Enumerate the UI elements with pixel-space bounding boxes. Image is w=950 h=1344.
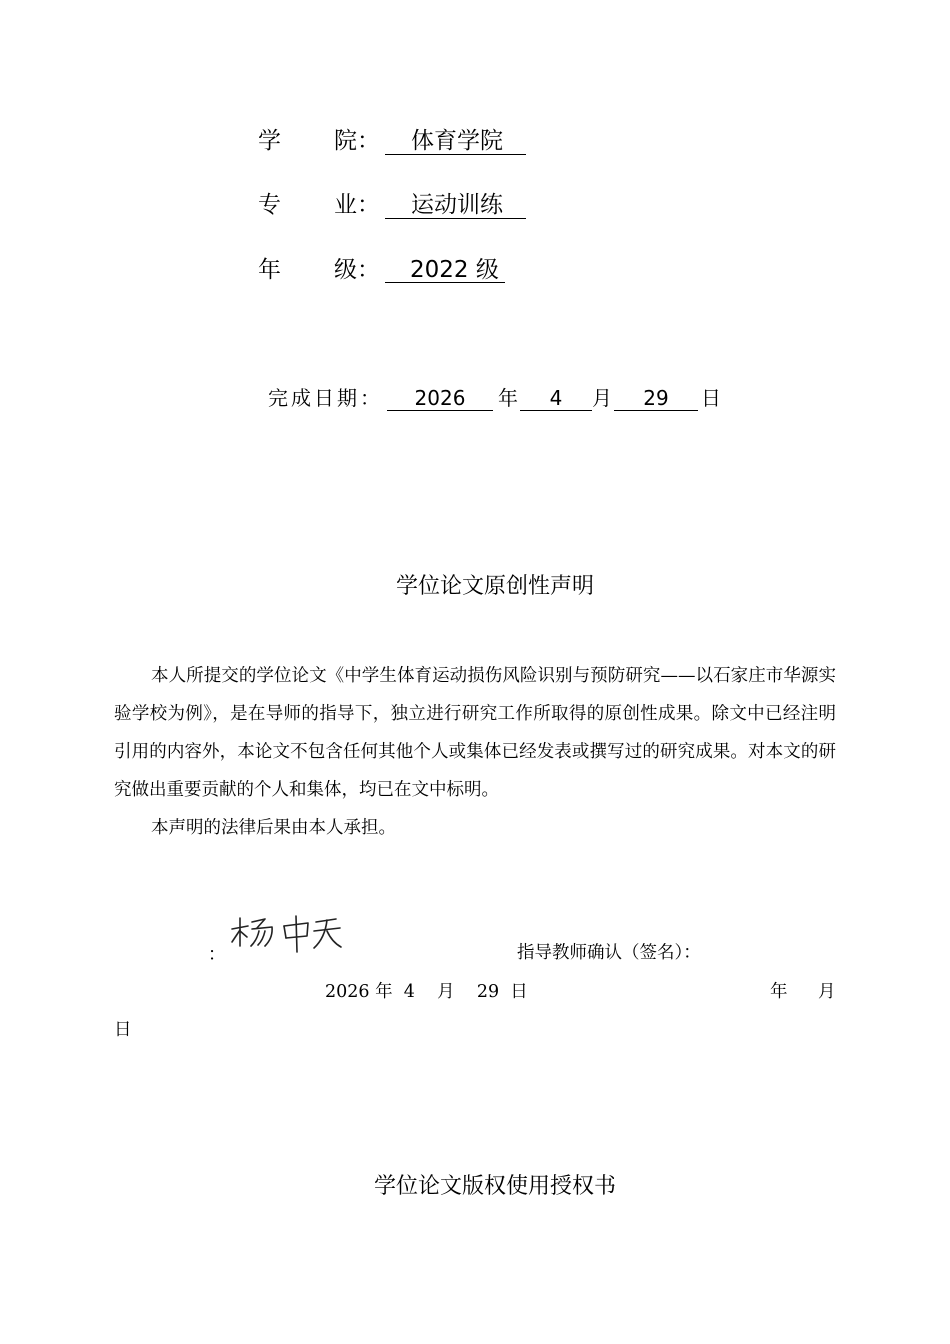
originality-paragraph-2: 本声明的法律后果由本人承担。: [151, 818, 396, 838]
originality-paragraph-1: 本人所提交的学位论文《中学生体育运动损伤风险识别与预防研究——以石家庄市华源实验学校为例》，是在导师的指导下，独立进行研究工作所取得的原创性成果。除文中已经注明引用的内容外，本论文不包含任何其他个人或集体已经发表或撰写过的研究成果。对本文的研究做出重要贡献的个人和集体，均已在文中标明。: [114, 666, 836, 800]
completion-day-unit: 日: [701, 386, 721, 410]
major-underline: [385, 218, 526, 219]
advisor-confirm-label: 指导教师确认（签名）：: [517, 943, 701, 963]
major-value: 运动训练: [411, 192, 503, 218]
major-label-1: 专: [258, 192, 281, 218]
completion-day-underline: [614, 410, 698, 411]
grade-underline: [385, 282, 505, 283]
originality-title: 学位论文原创性声明: [395, 574, 594, 599]
advisor-date-year-unit: 年: [770, 982, 788, 1002]
advisor-date-month-unit: 月: [818, 982, 836, 1002]
college-value: 体育学院: [411, 128, 503, 154]
completion-month: 4: [549, 386, 563, 410]
major-label-2: 业：: [334, 192, 380, 218]
advisor-date-day-unit: 日: [114, 1020, 132, 1040]
grade-label-2: 级：: [334, 257, 380, 283]
college-label-1: 学: [258, 128, 281, 154]
completion-date-label: 完成日期：: [268, 386, 383, 410]
originality-statement: [114, 657, 836, 847]
author-signature: [228, 912, 348, 956]
author-sign-date: 2026 年 4 月 29 日: [325, 982, 528, 1002]
college-label-2: 院：: [334, 128, 380, 154]
copyright-title: 学位论文版权使用授权书: [373, 1174, 616, 1199]
completion-month-underline: [520, 410, 592, 411]
completion-year-unit: 年: [498, 386, 518, 410]
handwritten-signature-image: [228, 912, 348, 956]
completion-day: 29: [643, 386, 669, 410]
grade-label-1: 年: [258, 257, 281, 283]
completion-year-underline: [387, 410, 493, 411]
author-signature-colon: ：: [208, 945, 226, 965]
grade-value: 2022 级: [410, 257, 499, 283]
completion-month-unit: 月: [592, 386, 612, 410]
college-underline: [385, 154, 526, 155]
completion-year: 2026: [414, 386, 466, 410]
